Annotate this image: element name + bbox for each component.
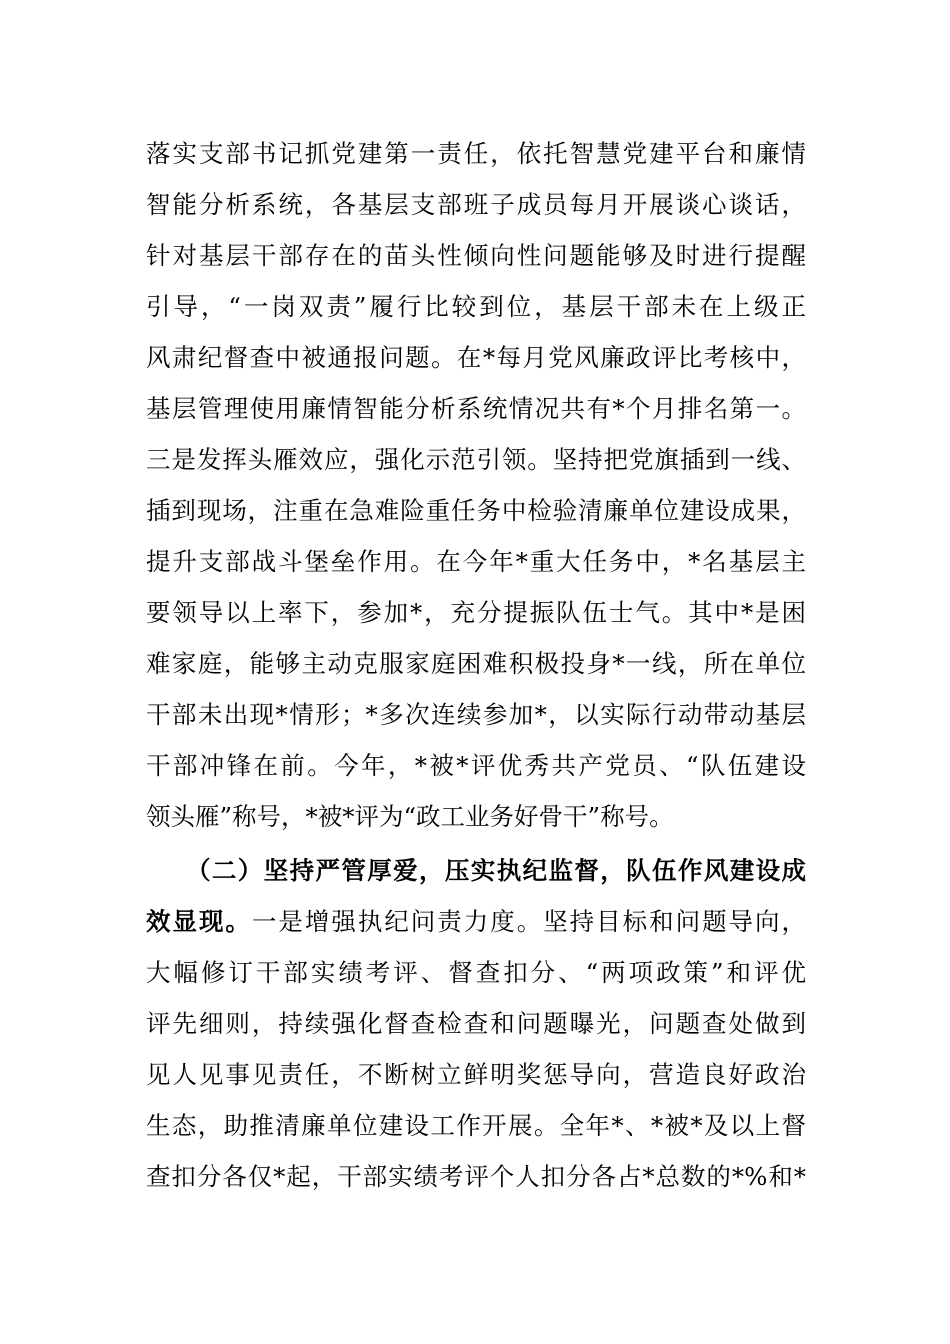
- paragraph-line: 干部未出现*情形；*多次连续参加*，以实际行动带动基层: [146, 700, 806, 729]
- paragraph-line: 干部冲锋在前。今年，*被*评优秀共产党员、“队伍建设: [146, 751, 806, 780]
- paragraph-line: 要领导以上率下，参加*，充分提振队伍士气。其中*是困: [146, 598, 806, 627]
- paragraph-line: 难家庭，能够主动克服家庭困难积极投身*一线，所在单位: [146, 649, 806, 678]
- paragraph-line: 见人见事见责任，不断树立鲜明奖惩导向，营造良好政治: [146, 1060, 806, 1089]
- paragraph-line: 生态，助推清廉单位建设工作开展。全年*、*被*及以上督: [146, 1111, 806, 1140]
- section-heading-continuation: [146, 896, 806, 947]
- paragraph-line: 落实支部书记抓党建第一责任，依托智慧党建平台和廉情: [146, 139, 806, 168]
- paragraph-line: 领头雁”称号，*被*评为“政工业务好骨干”称号。: [146, 802, 674, 831]
- document-body: [146, 128, 806, 1202]
- paragraph-line: 大幅修订干部实绩考评、督查扣分、“两项政策”和评优: [146, 958, 806, 987]
- section-heading: （二）坚持严管厚爱，压实执纪监督，队伍作风建设成: [186, 856, 806, 885]
- paragraph-line: 提升支部战斗堡垒作用。在今年*重大任务中，*名基层主: [146, 547, 806, 576]
- paragraph-line: 风肃纪督查中被通报问题。在*每月党风廉政评比考核中，: [146, 343, 806, 372]
- section-heading-end: 效显现。: [146, 907, 252, 936]
- paragraph-line: 智能分析系统，各基层支部班子成员每月开展谈心谈话，: [146, 190, 806, 219]
- paragraph-line: 基层管理使用廉情智能分析系统情况共有*个月排名第一。: [146, 394, 806, 423]
- paragraph-line: 引导，“一岗双责”履行比较到位，基层干部未在上级正: [146, 292, 806, 321]
- paragraph-line: 针对基层干部存在的苗头性倾向性问题能够及时进行提醒: [146, 241, 806, 270]
- section-text: 一是增强执纪问责力度。坚持目标和问题导向，: [251, 907, 807, 936]
- paragraph-line: 查扣分各仅*起，干部实绩考评个人扣分各占*总数的*%和*: [146, 1162, 806, 1191]
- paragraph-line: 三是发挥头雁效应，强化示范引领。坚持把党旗插到一线、: [146, 445, 806, 474]
- paragraph-line: 插到现场，注重在急难险重任务中检验清廉单位建设成果，: [146, 496, 806, 525]
- paragraph-line: 评先细则，持续强化督查检查和问题曝光，问题查处做到: [146, 1009, 806, 1038]
